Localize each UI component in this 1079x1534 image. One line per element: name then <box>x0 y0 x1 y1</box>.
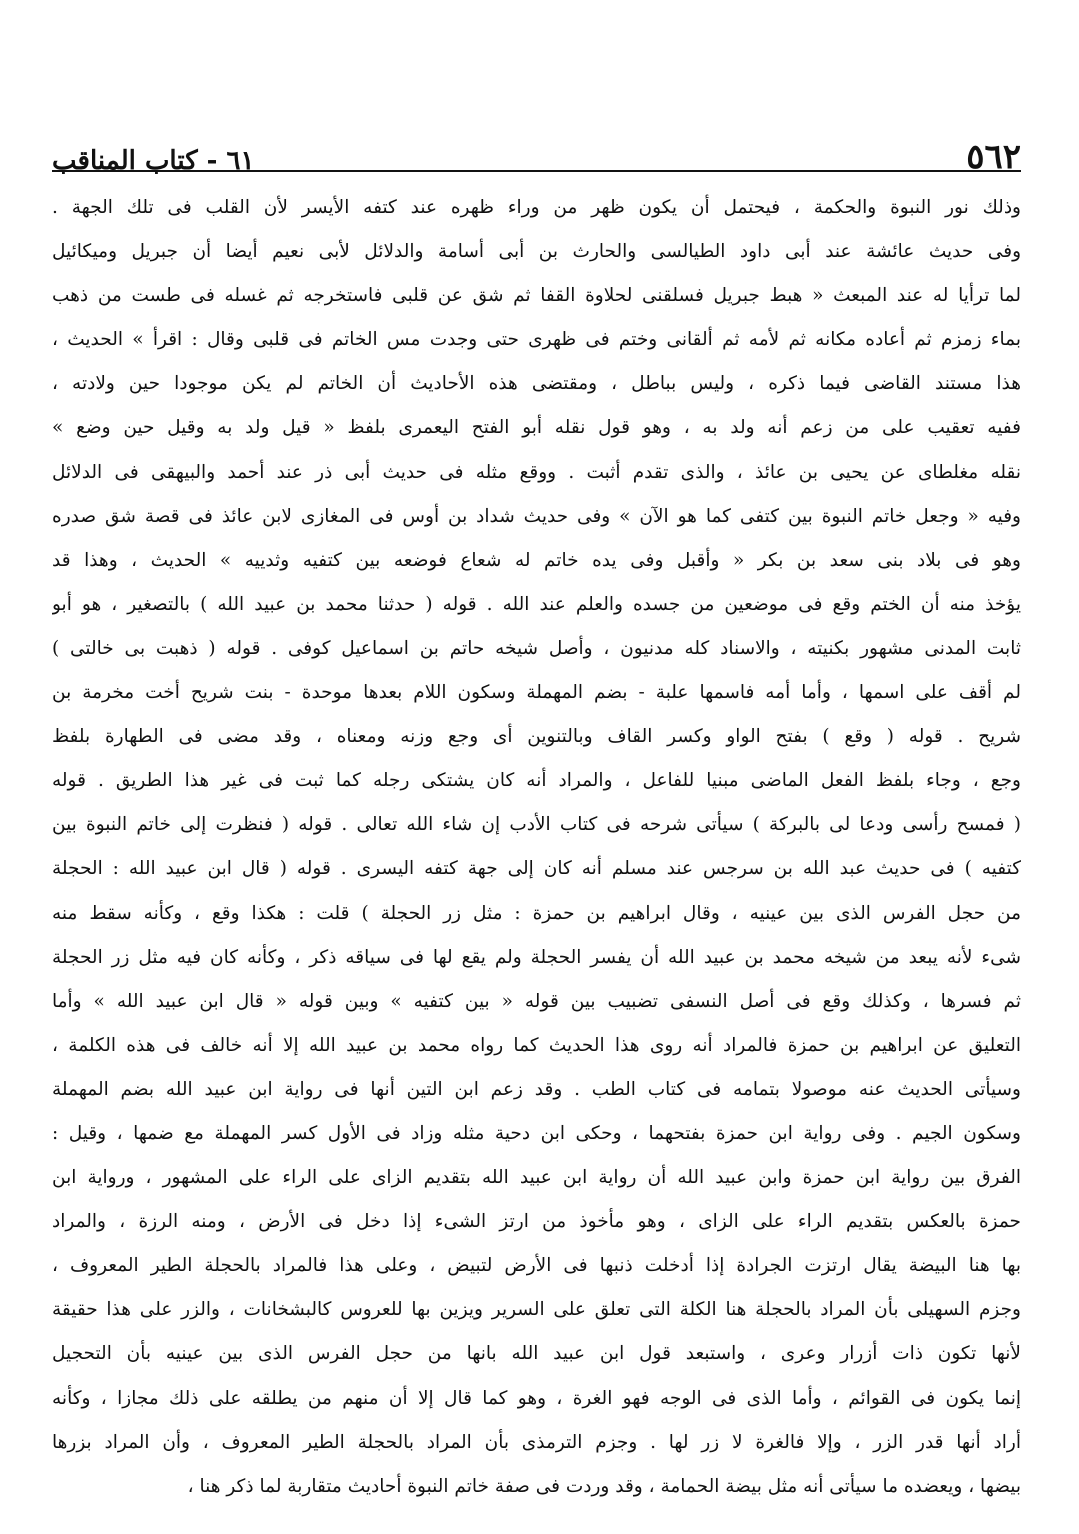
text-line: ( فمسح رأسى ودعا لى بالبركة ) سيأتى شرحه فى كتاب الأدب إن شاء الله تعالى . قوله ( فنظرت إلى خاتم النبوة بين <box>52 814 1021 836</box>
text-line: ففيه تعقيب على من زعم أنه ولد به ، وهو قول نقله أبو الفتح اليعمرى بلفظ « قيل ولد به وقيل حين وضع » <box>52 417 1021 439</box>
text-line: بها هنا البيضة يقال ارتزت الجرادة إذا أدخلت ذنبها فى الأرض لتبيض ، وعلى هذا فالمراد بالحجلة الطير المعروف ، <box>52 1255 1021 1277</box>
text-line: الفرق بين رواية ابن حمزة وابن عبيد الله أن رواية ابن عبيد الله بتقديم الزاى على الراء على المشهور ، ورواية ابن <box>52 1167 1021 1189</box>
header-rule <box>52 170 1021 172</box>
page-number: ٥٦٢ <box>966 137 1021 177</box>
text-line: نقله مغلطاى عن يحيى بن عائذ ، والذى تقدم أثبت . ووقع مثله فى حديث أبى ذر عند أحمد والبيهقى فى الدلائل <box>52 461 1021 483</box>
text-line: يؤخذ منه أن الختم وقع فى موضعين من جسده والعلم عند الله . قوله ( حدثنا محمد بن عبيد الله ) بالتصغير ، هو أبو <box>52 593 1021 615</box>
text-line: لأنها تكون ذات أزرار وعرى ، واستبعد قول ابن عبيد الله بانها من حجل الفرس الذى بين عينيه بأن التحجيل <box>52 1343 1021 1365</box>
text-line: وفى حديث عائشة عند أبى داود الطيالسى والحارث بن أبى أسامة والدلائل لأبى نعيم أيضا أن جبريل وميكائيل <box>52 241 1021 263</box>
text-line: وجع ، وجاء بلفظ الفعل الماضى مبنيا للفاعل ، والمراد أنه كان يشتكى رجله كما ثبت فى غير هذا الطريق . قوله <box>52 770 1021 792</box>
text-line: وهو فى بلاد بنى سعد بن بكر « وأقبل وفى يده خاتم له شعاع فوضعه بين كتفيه وثدييه » الحديث ، وهذا قد <box>52 549 1021 571</box>
text-line: التعليق عن ابراهيم بن حمزة فالمراد أنه روى هذا الحديث كما رواه محمد بن عبيد الله إلا أنه خالف فى هذه الكلمة ، <box>52 1034 1021 1056</box>
text-line: إنما يكون فى القوائم ، وأما الذى فى الوجه فهو الغرة ، وهو كما قال إلا أن منهم من يطلقه على ذلك مجازا ، وكأنه <box>52 1387 1021 1409</box>
text-line: هذا مستند القاضى فيما ذكره ، وليس بباطل ، ومقتضى هذه الأحاديث أن الخاتم لم يكن موجودا حين ولادته ، <box>52 373 1021 395</box>
commentary-text <box>52 186 1021 1509</box>
text-line: وفيه « وجعل خاتم النبوة بين كتفى كما هو الآن » وفى حديث شداد بن أوس فى المغازى لابن عائذ فى قصة شق صدره <box>52 505 1021 527</box>
text-line: من حجل الفرس الذى بين عينيه ، وقال ابراهيم بن حمزة : مثل زر الحجلة ) قلت : هكذا وقع ، وكأنه سقط منه <box>52 902 1021 924</box>
text-line: لما ترأيا له عند المبعث « هبط جبريل فسلقنى لحلاوة القفا ثم شق عن قلبى فاستخرجه ثم غسله فى طست من ذهب <box>52 285 1021 307</box>
text-line: وسكون الجيم . وفى رواية ابن حمزة بفتحهما ، وحكى ابن دحية مثله وزاد فى الأول كسر المهملة مع ضمها ، وقيل : <box>52 1122 1021 1144</box>
text-line: وجزم السهيلى بأن المراد بالحجلة هنا الكلة التى تعلق على السرير ويزين بها للعروس كالبشخانات ، والزر على هذا حقيقة <box>52 1299 1021 1321</box>
text-line: كتفيه ) فى حديث عبد الله بن سرجس عند مسلم أنه كان إلى جهة كتفه اليسرى . قوله ( قال ابن عبيد الله : الحجلة <box>52 858 1021 880</box>
text-line: وسيأتى الحديث عنه موصولا بتمامه فى كتاب الطب . وقد زعم ابن التين أنها فى رواية ابن عبيد الله بضم المهملة <box>52 1078 1021 1100</box>
chapter-title: ٦١ - كتاب المناقب <box>52 146 255 176</box>
text-line: ثم فسرها ، وكذلك وقع فى أصل النسفى تضبيب بين قوله « بين كتفيه » وبين قوله « قال ابن عبيد الله » وأما <box>52 990 1021 1012</box>
text-line: وذلك نور النبوة والحكمة ، فيحتمل أن يكون ظهر من وراء ظهره عند كتفه الأيسر لأن القلب فى تلك الجهة . <box>52 197 1021 218</box>
text-line: حمزة بالعكس بتقديم الراء على الزاى ، وهو مأخوذ من ارتز الشىء إذا دخل فى الأرض ، ومنه الرزة ، والمراد <box>52 1211 1021 1233</box>
text-line: بماء زمزم ثم أعاده مكانه ثم لأمه ثم ألقانى وختم فى ظهرى حتى وجدت مس الخاتم فى قلبى وقال : اقرأ » الحديث ، <box>52 329 1021 351</box>
text-line: لم أقف على اسمها ، وأما أمه فاسمها علبة - بضم المهملة وسكون اللام بعدها موحدة - بنت شريح أخت مخرمة بن <box>52 682 1021 704</box>
text-line: بيضها ، ويعضده ما سيأتى أنه مثل بيضة الحمامة ، وقد وردت فى صفة خاتم النبوة أحاديث متقاربة لما ذكر هنا ، <box>187 1475 1021 1497</box>
text-line: ثابت المدنى مشهور بكنيته ، والاسناد كله مدنيون ، وأصل شيخه حاتم بن اسماعيل كوفى . قوله ( ذهبت بى خالتى ) <box>52 637 1021 659</box>
text-line: شىء لأنه يبعد من شيخه محمد بن عبيد الله أن يفسر الحجلة ولم يقع لها فى سياقه ذكر ، وكأنه كان فيه مثل زر الحجلة <box>52 946 1021 968</box>
text-line: أراد أنها قدر الزر ، وإلا فالغرة لا زر لها . وجزم الترمذى بأن المراد بالحجلة الطير المعروف ، وأن المراد بزرها <box>52 1431 1021 1453</box>
text-line: شريح . قوله ( وقع ) بفتح الواو وكسر القاف وبالتنوين أى وجع وزنه ومعناه ، وقد مضى فى الطهارة بلفظ <box>52 726 1021 748</box>
running-header <box>52 126 1021 177</box>
